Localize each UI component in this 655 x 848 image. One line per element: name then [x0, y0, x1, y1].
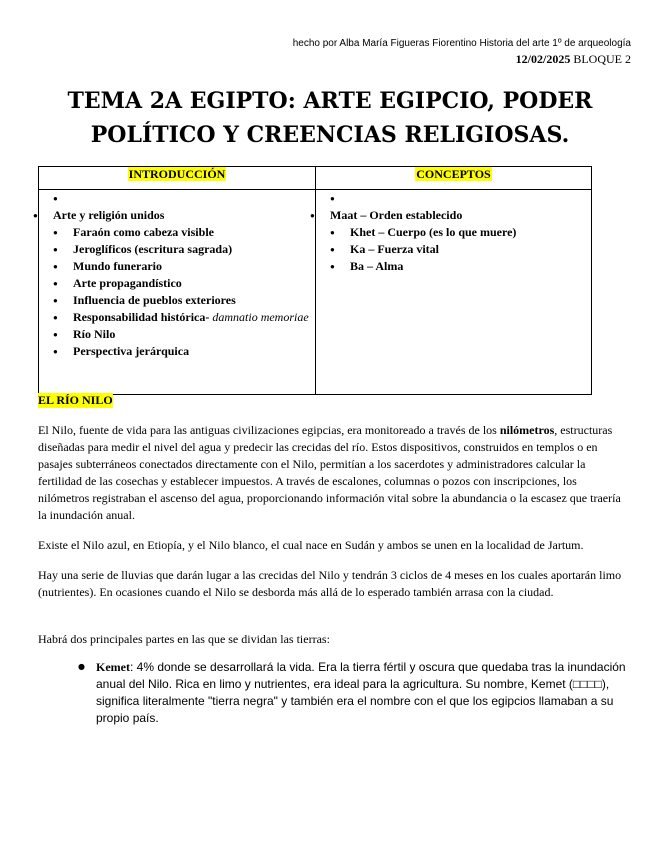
- list-item-text: Río Nilo: [73, 327, 116, 341]
- author-line: hecho por Alba María Figueras Fiorentino Historia del arte 1º de arqueología: [292, 38, 631, 49]
- list-item: [350, 241, 591, 258]
- list-item-text: Faraón como cabeza visible: [73, 225, 214, 239]
- list-item: [73, 292, 315, 309]
- list-item-text: Ba – Alma: [350, 259, 404, 273]
- kemet-label: Kemet: [96, 660, 130, 674]
- summary-table: [38, 166, 592, 395]
- list-item-text: Maat – Orden establecido: [330, 208, 463, 222]
- list-item-text: Jeroglíficos (escritura sagrada): [73, 242, 233, 256]
- section-heading: EL RÍO NILO: [38, 393, 113, 407]
- list-item-text: Khet – Cuerpo (es lo que muere): [350, 225, 517, 239]
- paragraph-text: , estructuras diseñadas para medir el nivel del agua y predecir las crecidas del río. Estos dispositivos, construidos en templos o en pasajes subterráneos conectados directamente con el Nilo, permitían a los sacerdotes y administradores calcular la fertilidad de las cosechas y establecer impuestos. A través de escalones, columnas o pozos con inscripciones, los nilómetros registraban el ascenso del agua, proporcionando información vital sobre la abundancia o la escasez que traería la inundación anual.: [38, 423, 621, 522]
- list-item: [350, 190, 591, 207]
- paragraph-tierras: Habrá dos principales partes en las que se dividan las tierras:: [38, 632, 330, 646]
- list-item-text: Perspectiva jerárquica: [73, 344, 190, 358]
- list-item-text: Arte propagandístico: [73, 276, 182, 290]
- list-item-text: Responsabilidad histórica-: [73, 310, 210, 324]
- list-item-text: Ka – Fuerza vital: [350, 242, 439, 256]
- italic-term: damnatio memoriae: [212, 310, 309, 324]
- date: 12/02/2025: [515, 52, 571, 66]
- kemet-item: [96, 659, 636, 727]
- list-item: [73, 258, 315, 275]
- list-item: [73, 326, 315, 343]
- concepts-list: [316, 190, 591, 275]
- title-line-2: POLÍTICO Y CREENCIAS RELIGIOSAS.: [90, 122, 570, 148]
- concepts-cell: [316, 190, 592, 395]
- list-item: [73, 275, 315, 292]
- intro-header-cell: [39, 167, 316, 190]
- list-item: [350, 258, 591, 275]
- paragraph-text: El Nilo, fuente de vida para las antiguas civilizaciones egipcias, era monitoreado a través de los: [38, 423, 500, 437]
- kemet-text: : 4% donde se desarrollará la vida. Era la tierra fértil y oscura que quedaba tras la inundación anual del Nilo. Rica en limo y nutrientes, era ideal para la agricultura. Su nombre, Kemet (□□□□), significa literalmente "tierra negra" y también era el nombre con el que los egipcios llamaban a su propio país.: [96, 660, 626, 725]
- paragraph-crecidas: Hay una serie de lluvias que darán lugar a las crecidas del Nilo y tendrán 3 ciclos de 4 meses en los cuales aportarán limo (nutrientes). En ocasiones cuando el Nilo se desborda más allá de lo esperado también arrasa con la ciudad.: [38, 568, 622, 599]
- list-item: [73, 241, 315, 258]
- intro-list: [39, 190, 315, 360]
- list-item: [350, 224, 591, 241]
- list-item: [53, 207, 315, 224]
- list-item-text: Mundo funerario: [73, 259, 163, 273]
- list-item-text: Influencia de pueblos exteriores: [73, 293, 236, 307]
- block-label: BLOQUE 2: [573, 52, 631, 66]
- paragraph-nilometros: [38, 422, 630, 524]
- list-item-text: Arte y religión unidos: [53, 208, 165, 222]
- list-item: [330, 207, 591, 224]
- bold-term: nilómetros: [499, 423, 555, 437]
- page-title: [40, 84, 620, 152]
- title-line-1: TEMA 2A EGIPTO: ARTE EGIPCIO, PODER: [67, 88, 593, 114]
- bullet-icon: ●: [78, 662, 85, 671]
- concepts-header: CONCEPTOS: [416, 167, 491, 181]
- list-item: [73, 309, 315, 326]
- list-item: [73, 190, 315, 207]
- paragraph-nilo-azul: Existe el Nilo azul, en Etiopía, y el Nilo blanco, el cual nace en Sudán y ambos se unen en la localidad de Jartum.: [38, 538, 584, 552]
- concepts-header-cell: [316, 167, 592, 190]
- date-block-line: [516, 52, 631, 67]
- intro-cell: [39, 190, 316, 395]
- list-item: [73, 224, 315, 241]
- intro-header: INTRODUCCIÓN: [128, 167, 226, 181]
- list-item: [73, 343, 315, 360]
